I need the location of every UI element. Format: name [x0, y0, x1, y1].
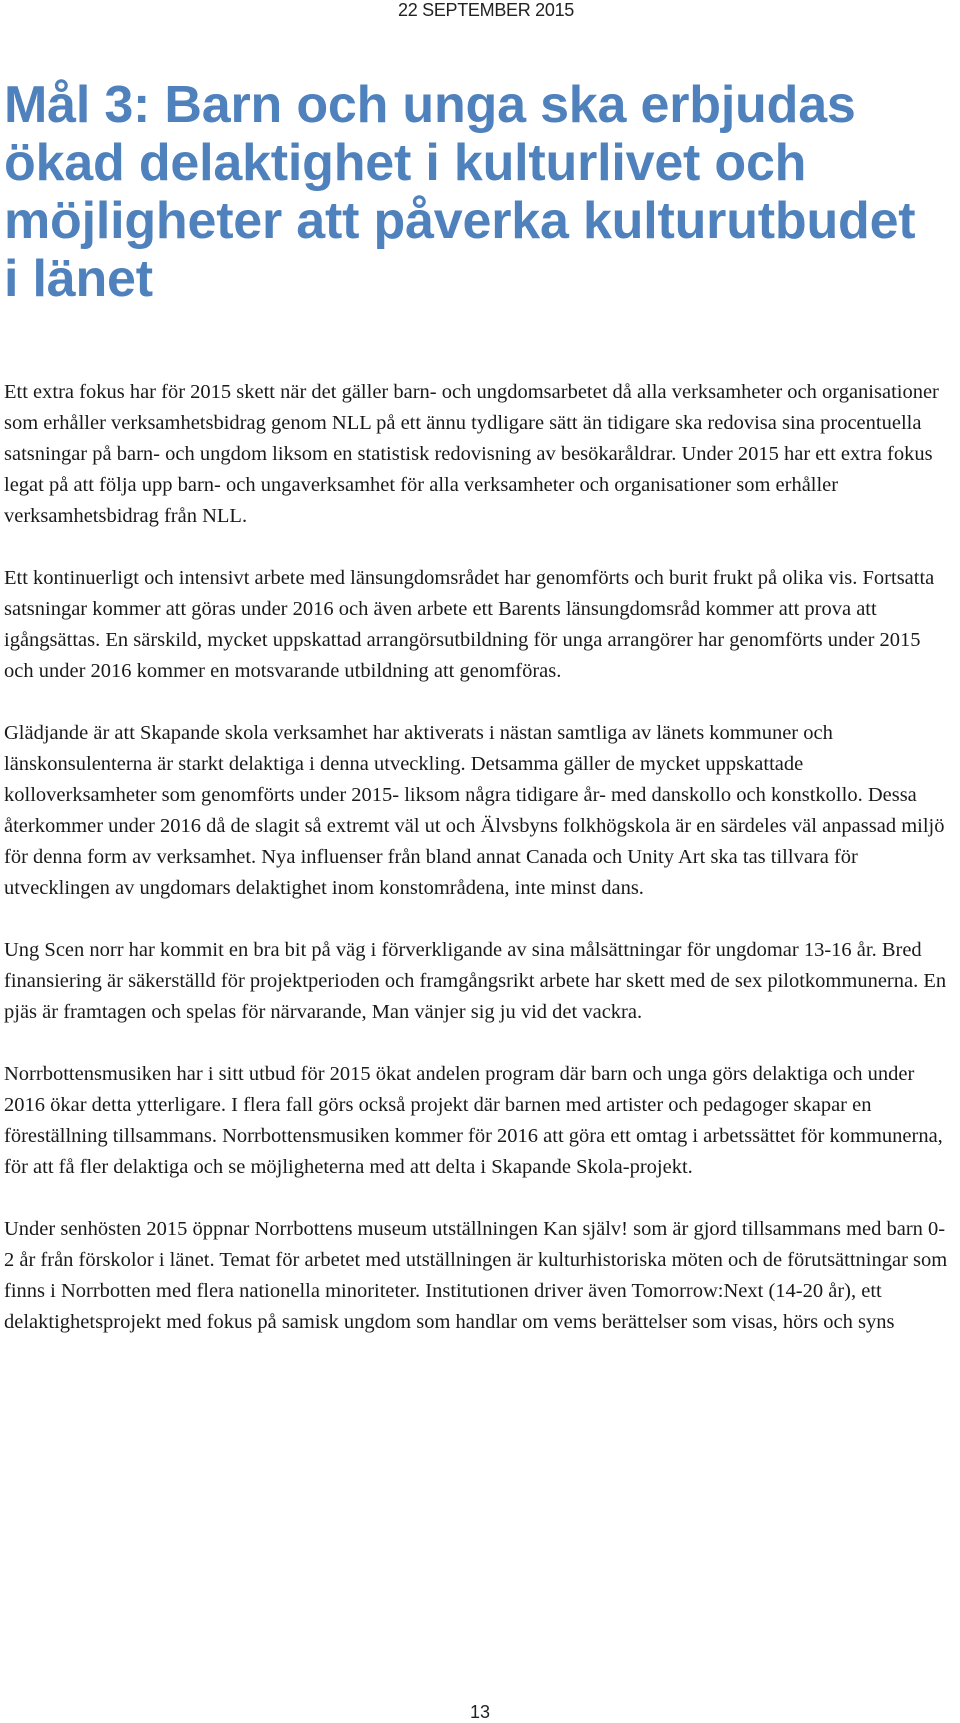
page-number: 13 — [469, 1702, 491, 1722]
paragraph-youth-council: Ett kontinuerligt och intensivt arbete med länsungdomsrådet har genomförts och burit frukt på olika vis. Fortsatta satsningar kommer att göras under 2016 och även arbete ett Barents länsungdomsråd kommer att prova att igångsättas. En särskild, mycket uppskattad arrangörsutbildning för unga arrangörer har genomförts under 2015 och under 2016 kommer en motsvarande utbildning att genomföras. — [4, 567, 935, 682]
paragraph-creative-school: Glädjande är att Skapande skola verksamhet har aktiverats i nästan samtliga av länets kommuner och länskonsulenterna är starkt delaktiga i denna utveckling. Detsamma gäller de mycket uppskattade kolloverksamheter som genomförts under 2015- liksom några tidigare år- med danskollo och konstkollo. Dessa återkommer under 2016 då de slagit så extremt väl ut och Älvsbyns folkhögskola är en särdeles väl anpassad miljö för denna form av verksamhet. Nya influenser från bland annat Canada och Unity Art ska tas tillvara för utvecklingen av ungdomars delaktighet inom konstområdena, inte minst dans. — [4, 722, 945, 899]
body-text — [4, 377, 952, 1369]
page-title: Mål 3: Barn och unga ska erbjudas ökad delaktighet i kulturlivet och möjligheter att påverka kulturutbudet i länet — [4, 76, 916, 308]
paragraph-norrbottensmusiken: Norrbottensmusiken har i sitt utbud för 2015 ökat andelen program där barn och unga görs delaktiga och under 2016 ökar detta ytterligare. I flera fall görs också projekt där barnen med artister och pedagoger skapar en föreställning tillsammans. Norrbottensmusiken kommer för 2016 att göra ett omtag i arbetssättet för kommunerna, för att få fler delaktiga och se möjligheterna med att delta i Skapande Skola-projekt. — [4, 1063, 943, 1178]
paragraph-norrbottens-museum: Under senhösten 2015 öppnar Norrbottens museum utställningen Kan själv! som är gjord tillsammans med barn 0-2 år från förskolor i länet. Temat för arbetet med utställningen är kulturhistoriska möten och de förutsättningar som finns i Norrbotten med flera nationella minoriteter. Institutionen driver även Tomorrow:Next (14-20 år), ett delaktighetsprojekt med fokus på samisk ungdom som handlar om vems berättelser som visas, hörs och syns — [4, 1218, 948, 1333]
header-date: 22 SEPTEMBER 2015 — [398, 0, 574, 20]
paragraph-ung-scen-norr: Ung Scen norr har kommit en bra bit på väg i förverkligande av sina målsättningar för ungdomar 13-16 år. Bred finansiering är säkerställd för projektperioden och framgångsrikt arbete har skett med de sex pilotkommunerna. En pjäs är framtagen och spelas för närvarande, Man vänjer sig ju vid det vackra. — [4, 939, 947, 1023]
paragraph-youth-focus: Ett extra fokus har för 2015 skett när det gäller barn- och ungdomsarbetet då alla verksamheter och organisationer som erhåller verksamhetsbidrag genom NLL på ett ännu tydligare sätt än tidigare ska redovisa sina procentuella satsningar på barn- och ungdom liksom en statistisk redovisning av besökaråldrar. Under 2015 har ett extra fokus legat på att följa upp barn- och ungaverksamhet för alla verksamheter och organisationer som erhåller verksamhetsbidrag från NLL. — [4, 381, 939, 527]
